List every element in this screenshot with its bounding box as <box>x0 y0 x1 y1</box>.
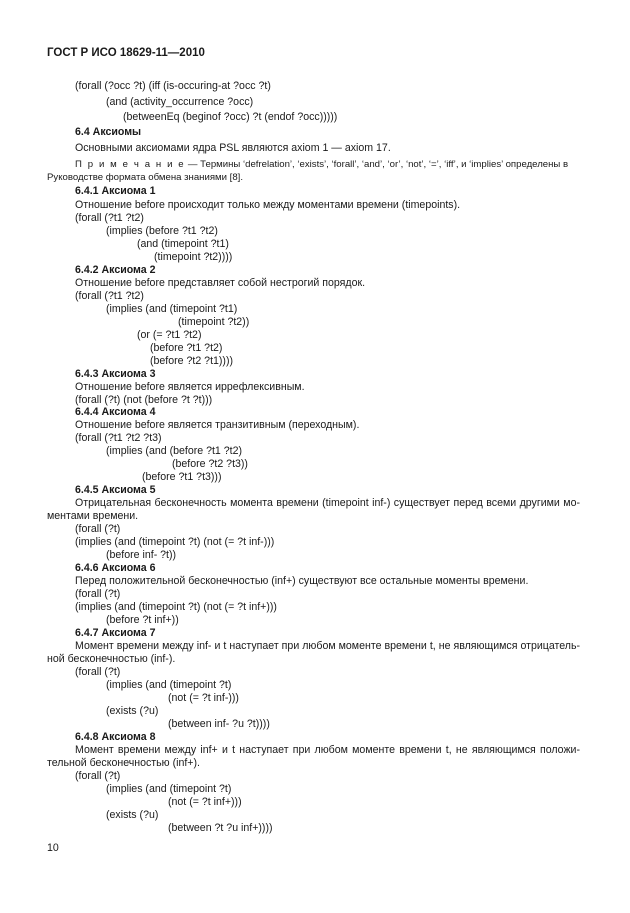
code-line: (not (= ?t inf-))) <box>168 692 239 704</box>
axiom-text: тельной бесконечностью (inf+). <box>47 757 200 769</box>
code-line: (between inf- ?u ?t)))) <box>168 718 270 730</box>
code-line: (forall (?t1 ?t2) <box>75 290 144 302</box>
code-line: (and (timepoint ?t1) <box>137 238 229 250</box>
code-line: (before ?t1 ?t2) <box>150 342 223 354</box>
code-line: (exists (?u) <box>106 809 159 821</box>
code-line: (before ?t1 ?t3))) <box>142 471 222 483</box>
axiom-text: Перед положительной бесконечностью (inf+) существуют все остальные моменты времени. <box>75 575 529 587</box>
note-label: П р и м е ч а н и е <box>75 159 186 170</box>
code-line: (implies (and (timepoint ?t) <box>106 783 232 795</box>
axiom-text: ной бесконечностью (inf-). <box>47 653 176 665</box>
code-line: (forall (?t) <box>75 666 121 678</box>
axiom-title: 6.4.1 Аксиома 1 <box>75 185 156 197</box>
code-line: (forall (?t1 ?t2) <box>75 212 144 224</box>
axiom-title: 6.4.5 Аксиома 5 <box>75 484 156 496</box>
code-line: (implies (and (timepoint ?t) (not (= ?t inf-))) <box>75 536 275 548</box>
code-line: (before ?t2 ?t1)))) <box>150 355 234 367</box>
code-line: (implies (and (timepoint ?t1) <box>106 303 238 315</box>
code-line: (forall (?t) <box>75 770 121 782</box>
code-line: (and (activity_occurrence ?occ) <box>106 96 254 108</box>
axiom-text: Отношение before происходит только между моментами времени (timepoints). <box>75 199 461 211</box>
note-line <box>75 158 568 171</box>
axiom-title: 6.4.7 Аксиома 7 <box>75 627 156 639</box>
axiom-text: ментами времени. <box>47 510 139 522</box>
code-line: (timepoint ?t2)) <box>178 316 250 328</box>
note-text: — Термины ‘defrelation’, ‘exists’, ‘forall’, ‘and’, ‘or’, ‘not’, ‘=’, ‘iff’, и ‘implies’ определены в <box>185 159 569 170</box>
code-line: (implies (before ?t1 ?t2) <box>106 225 218 237</box>
code-line: (implies (and (timepoint ?t) (not (= ?t inf+))) <box>75 601 277 613</box>
code-line: (exists (?u) <box>106 705 159 717</box>
code-line: (forall (?t1 ?t2 ?t3) <box>75 432 162 444</box>
axiom-title: 6.4.6 Аксиома 6 <box>75 562 156 574</box>
axiom-text: Отрицательная бесконечность момента времени (timepoint inf-) существует перед всеми другими мо- <box>75 497 580 509</box>
axiom-text: Момент времени между inf- и t наступает при любом моменте времени t, не являющимся отрицатель- <box>75 640 580 652</box>
code-line: (before ?t inf+)) <box>106 614 179 626</box>
axiom-text: Отношение before представляет собой нестрогий порядок. <box>75 277 366 289</box>
code-line: (before ?t2 ?t3)) <box>172 458 248 470</box>
code-line: (timepoint ?t2)))) <box>154 251 233 263</box>
axiom-title: 6.4.2 Аксиома 2 <box>75 264 156 276</box>
axiom-title: 6.4.4 Аксиома 4 <box>75 406 156 418</box>
code-line: (forall (?t) <box>75 523 121 535</box>
code-line: (forall (?t) <box>75 588 121 600</box>
code-line: (forall (?t) (not (before ?t ?t))) <box>75 394 213 406</box>
page-number: 10 <box>47 842 59 854</box>
section-text: Основными аксиомами ядра PSL являются axiom 1 — axiom 17. <box>75 142 391 154</box>
axiom-text: Отношение before является транзитивным (переходным). <box>75 419 360 431</box>
axiom-title: 6.4.8 Аксиома 8 <box>75 731 156 743</box>
code-line: (between ?t ?u inf+)))) <box>168 822 273 834</box>
code-line: (implies (and (before ?t1 ?t2) <box>106 445 243 457</box>
axiom-text: Отношение before является иррефлексивным. <box>75 381 305 393</box>
code-line: (implies (and (timepoint ?t) <box>106 679 232 691</box>
code-line: (forall (?occ ?t) (iff (is-occuring-at ?occ ?t) <box>75 80 271 92</box>
document-header: ГОСТ Р ИСО 18629-11—2010 <box>47 47 205 59</box>
code-line: (betweenEq (beginof ?occ) ?t (endof ?occ))))) <box>123 111 338 123</box>
section-title: 6.4 Аксиомы <box>75 126 142 138</box>
code-line: (before inf- ?t)) <box>106 549 177 561</box>
axiom-title: 6.4.3 Аксиома 3 <box>75 368 156 380</box>
code-line: (or (= ?t1 ?t2) <box>137 329 202 341</box>
note-line: Руководстве формата обмена знаниями [8]. <box>47 172 243 183</box>
code-line: (not (= ?t inf+))) <box>168 796 242 808</box>
axiom-text: Момент времени между inf+ и t наступает при любом моменте времени t, не являющимся положи- <box>75 744 580 756</box>
